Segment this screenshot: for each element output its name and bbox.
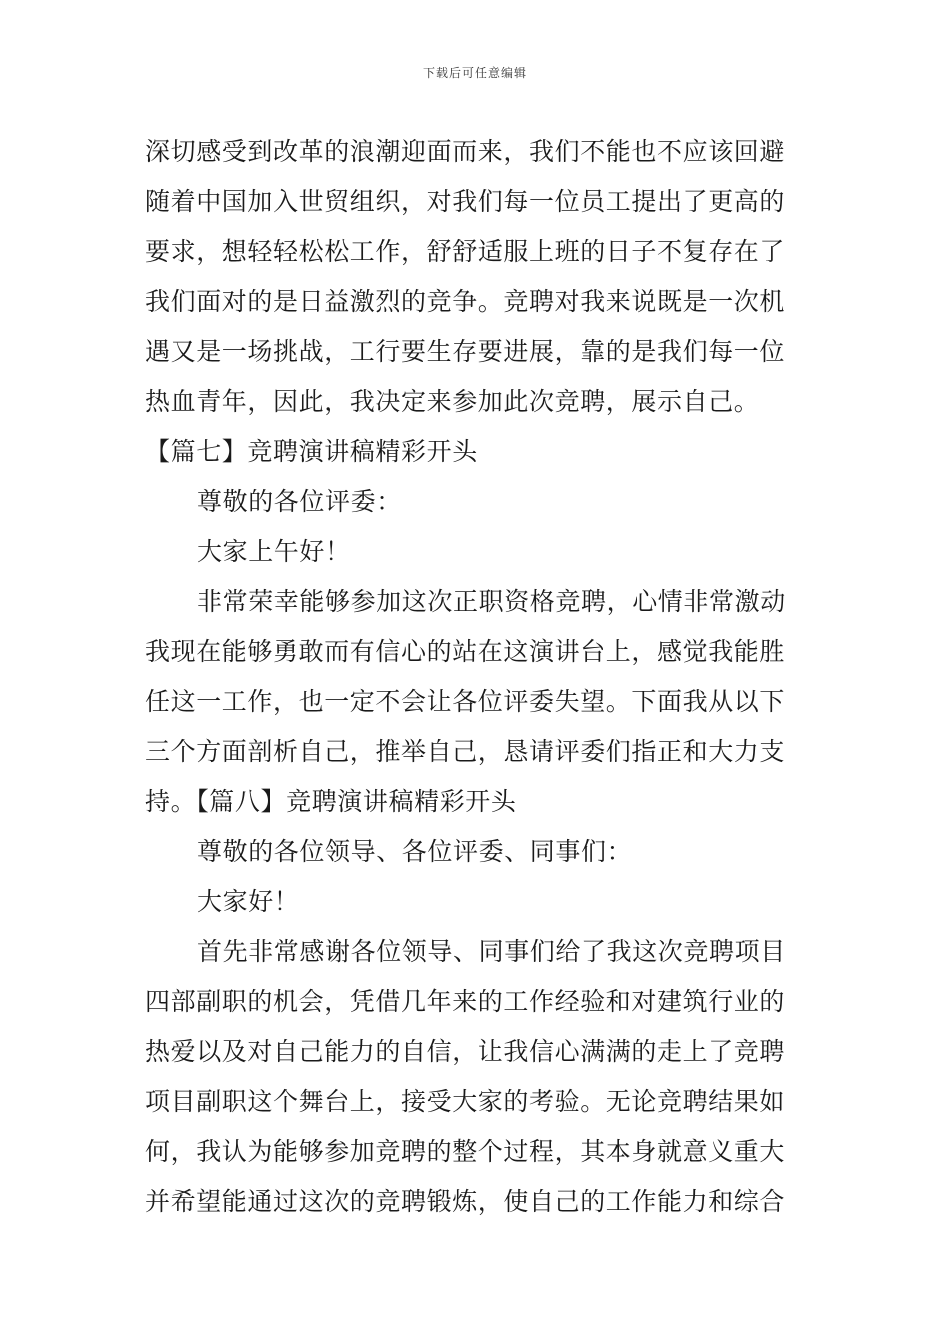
text-line: 大家好！ (197, 887, 300, 916)
text-line: 非常荣幸能够参加这次正职资格竞聘，心情非常激动 (197, 587, 786, 616)
text-line: 尊敬的各位领导、各位评委、同事们： (197, 837, 633, 866)
text-line: 热爱以及对自己能力的自信，让我信心满满的走上了竞聘 (145, 1037, 786, 1066)
text-line: 首先非常感谢各位领导、同事们给了我这次竞聘项目 (197, 937, 786, 966)
text-line: 持。【篇八】竞聘演讲稿精彩开头 (145, 787, 517, 816)
page-header-note: 下载后可任意编辑 (422, 66, 527, 80)
document-body (145, 127, 825, 1227)
text-line: 【篇七】竞聘演讲稿精彩开头 (145, 437, 478, 466)
text-line: 我们面对的是日益激烈的竞争。竞聘对我来说既是一次机 (145, 287, 786, 316)
text-line: 遇又是一场挑战，工行要生存要进展，靠的是我们每一位 (145, 337, 786, 366)
text-line: 并希望能通过这次的竞聘锻炼，使自己的工作能力和综合 (145, 1187, 786, 1216)
text-line: 我现在能够勇敢而有信心的站在这演讲台上，感觉我能胜 (145, 637, 786, 666)
text-line: 四部副职的机会，凭借几年来的工作经验和对建筑行业的 (145, 987, 786, 1016)
text-line: 随着中国加入世贸组织，对我们每一位员工提出了更高的 (145, 187, 786, 216)
text-line: 任这一工作，也一定不会让各位评委失望。下面我从以下 (145, 687, 786, 716)
text-line: 大家上午好！ (197, 537, 351, 566)
text-line: 热血青年，因此，我决定来参加此次竞聘，展示自己。 (145, 387, 760, 416)
text-line: 三个方面剖析自己，推举自己，恳请评委们指正和大力支 (145, 737, 786, 766)
text-line: 深切感受到改革的浪潮迎面而来，我们不能也不应该回避 (145, 137, 786, 166)
text-line: 尊敬的各位评委： (197, 487, 402, 516)
text-line: 何，我认为能够参加竞聘的整个过程，其本身就意义重大 (145, 1137, 786, 1166)
text-line: 项目副职这个舞台上，接受大家的考验。无论竞聘结果如 (145, 1087, 786, 1116)
text-line: 要求，想轻轻松松工作，舒舒适服上班的日子不复存在了 (145, 237, 786, 266)
